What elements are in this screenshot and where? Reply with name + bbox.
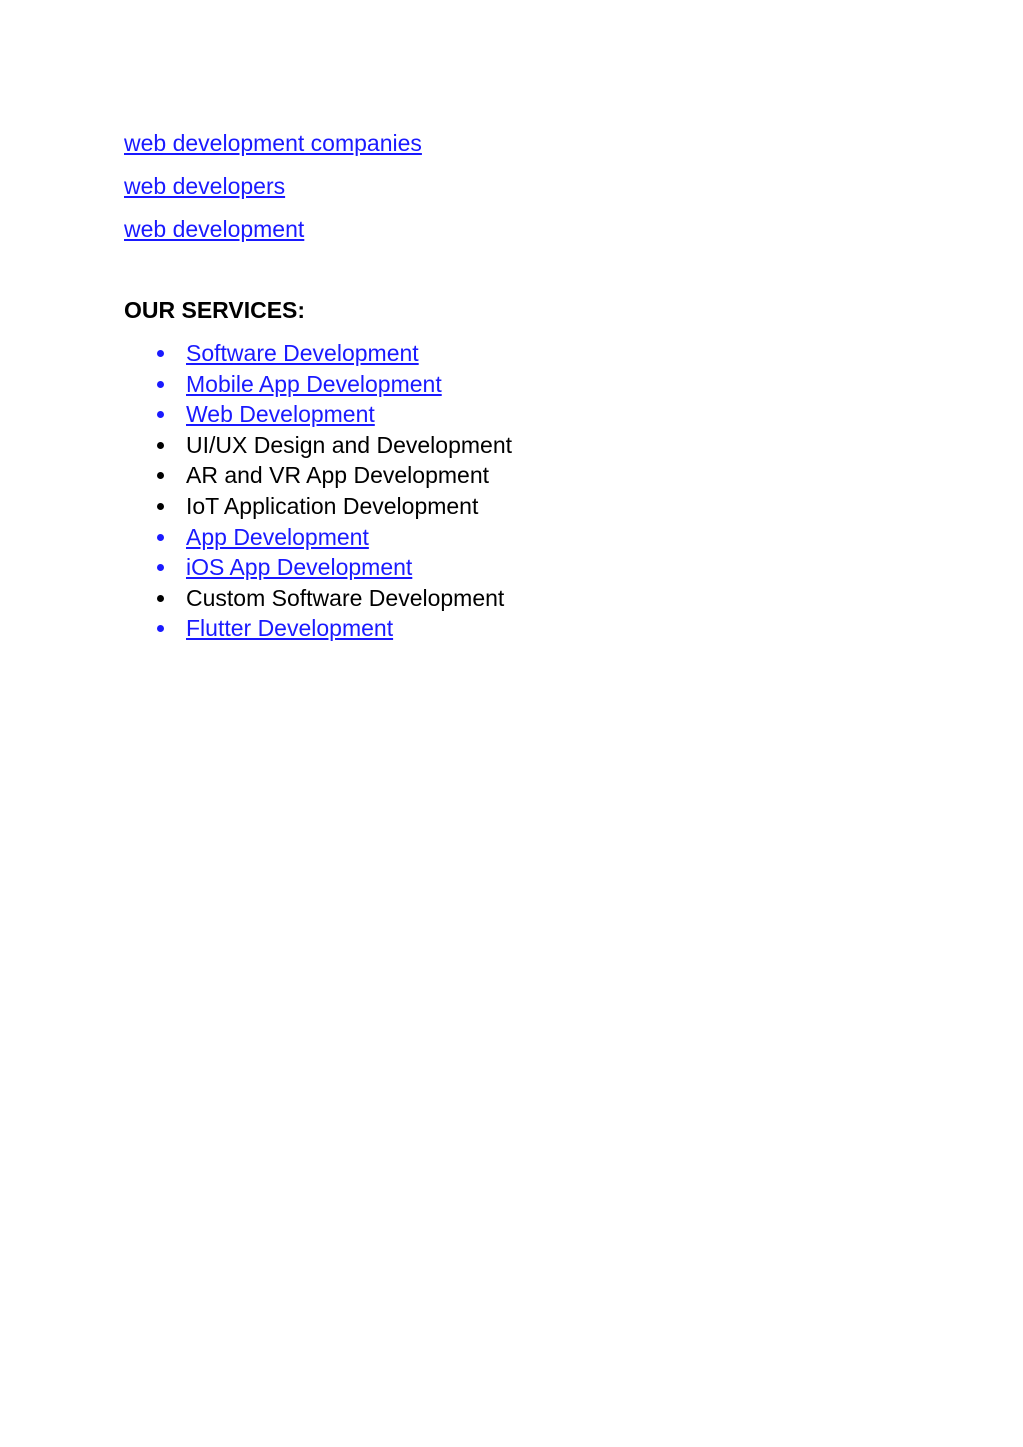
bullet-icon xyxy=(157,503,164,510)
link-web-developers[interactable]: web developers xyxy=(124,173,286,199)
service-link-software-development[interactable]: Software Development xyxy=(186,340,419,366)
bullet-icon xyxy=(157,534,164,541)
bullet-icon xyxy=(157,625,164,632)
service-link-mobile-app-development[interactable]: Mobile App Development xyxy=(186,370,442,397)
service-item-flutter-development xyxy=(150,613,512,644)
bullet-icon xyxy=(157,381,164,388)
bullet-icon xyxy=(157,350,164,357)
link-web-development[interactable]: web development xyxy=(124,216,305,242)
bullet-icon xyxy=(157,595,164,602)
link-web-development-companies[interactable]: web development companies xyxy=(124,130,422,156)
service-item-web-development xyxy=(150,399,512,430)
bullet-icon xyxy=(157,442,164,449)
services-heading: OUR SERVICES: xyxy=(124,297,306,323)
service-item-ar-vr-app-development xyxy=(150,460,512,491)
service-item-custom-software-development xyxy=(150,583,512,614)
service-link-ios-app-development[interactable]: iOS App Development xyxy=(186,554,413,581)
service-item-app-development xyxy=(150,522,512,553)
top-links xyxy=(124,122,422,251)
service-link-web-development[interactable]: Web Development xyxy=(186,401,375,428)
service-item-software-development xyxy=(150,338,512,369)
bullet-icon xyxy=(157,411,164,418)
service-item-iot-application-development xyxy=(150,491,512,522)
service-item-ios-app-development xyxy=(150,552,512,583)
service-item-ui-ux-design xyxy=(150,430,512,461)
service-label-iot-application-development: IoT Application Development xyxy=(186,492,479,519)
service-link-app-development[interactable]: App Development xyxy=(186,523,369,550)
service-label-custom-software-development: Custom Software Development xyxy=(186,584,505,611)
services-list xyxy=(150,338,512,644)
service-label-ui-ux-design: UI/UX Design and Development xyxy=(186,431,512,458)
bullet-icon xyxy=(157,472,164,479)
service-item-mobile-app-development xyxy=(150,369,512,400)
bullet-icon xyxy=(157,564,164,571)
service-label-ar-vr-app-development: AR and VR App Development xyxy=(186,462,490,489)
service-link-flutter-development[interactable]: Flutter Development xyxy=(186,615,394,642)
